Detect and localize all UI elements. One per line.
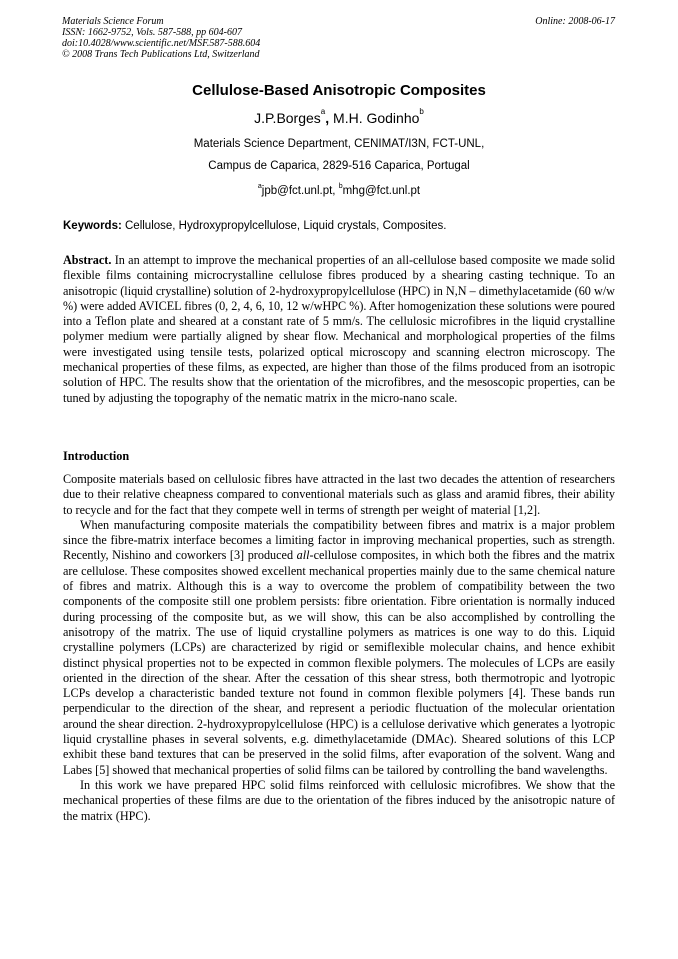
issn-line: ISSN: 1662-9752, Vols. 587-588, pp 604-607: [62, 27, 242, 38]
doi-line: doi:10.4028/www.scientific.net/MSF.587-588.604: [62, 38, 261, 49]
intro-paragraph-3: In this work we have prepared HPC solid films reinforced with cellulosic microfibres. We show that the mechanical properties of these films are due to the orientation of the fibres induced by the anisotropic nature of the matrix (HPC).: [63, 777, 615, 823]
copyright-line: © 2008 Trans Tech Publications Ltd, Switzerland: [62, 49, 260, 60]
intro-paragraph-1: Composite materials based on cellulosic fibres have attracted in the last two decades the attention of researchers due to their relative cheapness compared to conventional materials such as glass and aramid fibres, their ability to recycle and for the fact that they compete well in terms of strength per weight of material [1,2].: [63, 472, 615, 517]
email-a-superscript: a: [257, 183, 262, 190]
affiliation-line-1: Materials Science Department, CENIMAT/I3N, FCT-UNL,: [193, 138, 485, 150]
author-separator: ,: [325, 110, 334, 126]
email-line: [0, 184, 678, 198]
author-1-superscript: a: [320, 107, 326, 116]
intro-paragraph-2-emphasis: all: [296, 548, 310, 563]
author-2-superscript: b: [419, 107, 424, 116]
author-2: M.H. Godinho: [333, 110, 420, 126]
abstract-label: Abstract.: [63, 253, 112, 267]
paper-title: Cellulose-Based Anisotropic Composites: [192, 82, 486, 99]
intro-paragraph-2-part-b: -cellulose composites, in which both the fibres and the matrix are cellulose. These composites showed excellent mechanical properties mainly due to the same chemical nature of fibres and matrix. Although this is a way to overcome the problem of compatibility between the two components of the composite still one problem persists: fibre orientation. Fibre orientation is normally induced during processing of the composite but, as we will show, this can be also accomplished by controlling the anisotropy of the matrix. The use of liquid crystalline polymers as matrices is one way to do this. Liquid crystalline polymers (LCPs) are characterized by rigid or semiflexible molecular chains, and hence exhibit distinct physical properties not to be expected in common flexible polymers. The molecules of LCPs are easily oriented in the direction of the shear. After the cessation of this shear stress, both thermotropic and lyotropic LCPs develop a characteristic banded texture not found in common flexible polymers [4]. These bands run perpendicular to the direction of the shear, and represent a periodic fluctuation of the molecular orientation around the shear direction. 2-hydroxypropylcellulose (HPC) is a cellulose derivative which generates a lyotropic liquid crystalline phases in several solvents, e.g. dimethylacetamide (DMAc). Sheared solutions of this LCP exhibit these band textures that can be preserved in the solid films, after evaporation of the solvent. Wang and Labes [5] showed that mechanical properties of solid films can be tailored by controlling the band wavelengths.: [63, 548, 615, 777]
email-b: mhg@fct.unl.pt: [342, 185, 421, 197]
intro-paragraph-2-part-a: When manufacturing composite materials the compatibility between fibres and matrix is a major problem since the fibre-matrix interface becomes a limiting factor in improving mechanical properties, such as strength. Recently, Nishino and coworkers [3] produced: [63, 517, 615, 563]
abstract-text: In an attempt to improve the mechanical properties of an all-cellulose based composite we made solid flexible films containing microcrystalline cellulose fibres produced by a shearing casting technique. To an anisotropic (liquid crystalline) solution of 2-hydroxypropylcellulose (HPC) in N,N – dimethylacetamide (60 w/w %) were added AVICEL fibres (0, 2, 4, 6, 10, 12 w/wHPC %). After homogenization these solutions were poured into a Teflon plate and sheared at a constant rate of 5 mm/s. The cellulosic microfibres in the liquid crystalline polymer medium were partially aligned by shear flow. Mechanical and morphological properties of the films were investigated using tensile tests, polarized optical microscopy and scanning electron microscopy. The mechanical properties of these films, as expected, are higher than those of the films produced from an isotropic solution of HPC. The results show that the orientation of the microfibres, and the mesoscopic properties, can be tuned by adjusting the topography of the nematic matrix in the micro-nano scale.: [63, 253, 615, 405]
online-date: Online: 2008-06-17: [535, 16, 615, 27]
keywords: [63, 219, 615, 233]
affiliation-line-2: Campus de Caparica, 2829-516 Caparica, Portugal: [208, 160, 470, 172]
introduction-body: [63, 472, 615, 824]
introduction-heading: Introduction: [63, 449, 130, 463]
email-a: jpb@fct.unl.pt,: [261, 185, 339, 197]
journal-name: Materials Science Forum: [62, 16, 164, 27]
keywords-text: Cellulose, Hydroxypropylcellulose, Liquid crystals, Composites.: [121, 220, 447, 232]
author-1: J.P.Borges: [254, 110, 321, 126]
keywords-label: Keywords:: [63, 220, 122, 232]
email-b-superscript: b: [338, 183, 343, 190]
intro-paragraph-2: [63, 518, 615, 778]
author-line: [0, 108, 678, 128]
journal-header: [62, 16, 260, 60]
abstract: [63, 253, 615, 406]
